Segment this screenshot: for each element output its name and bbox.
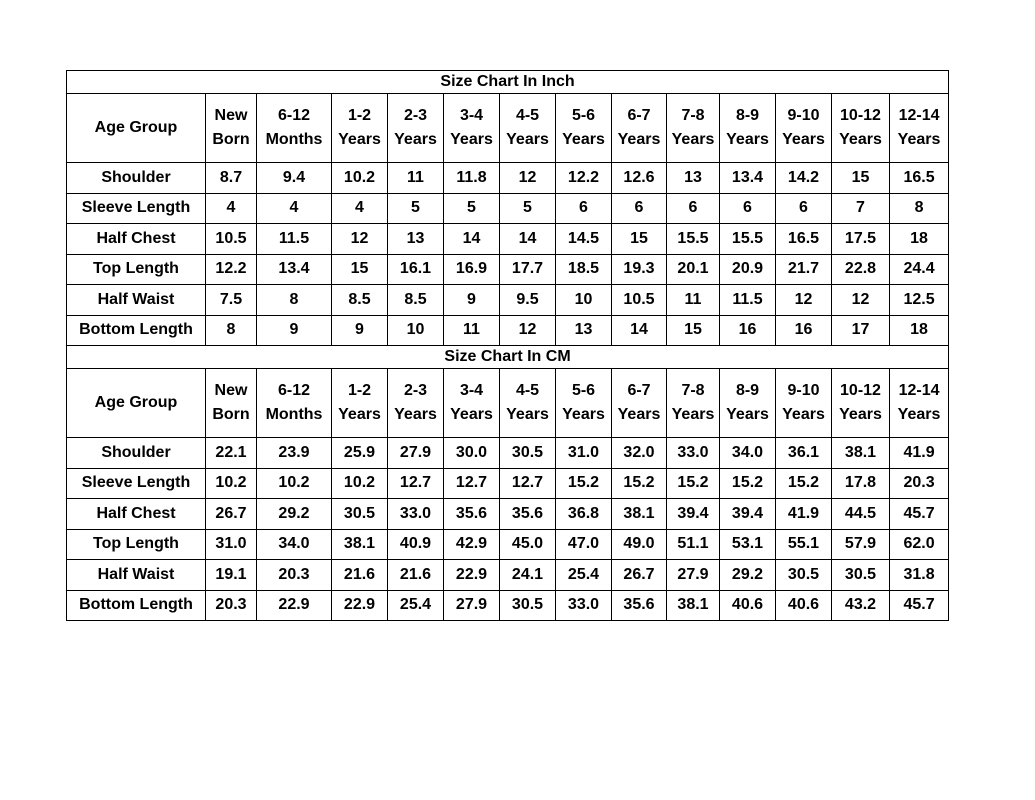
age-column-header <box>332 94 388 163</box>
age-range-label: 6-12 <box>277 107 311 124</box>
measurement-value: 10.2 <box>257 468 332 499</box>
measurement-value: 15 <box>832 163 890 194</box>
measurement-value: 45.0 <box>500 529 556 560</box>
measurement-value: 27.9 <box>444 590 500 621</box>
measurement-value: 25.4 <box>556 560 612 591</box>
measurement-value: 51.1 <box>667 529 720 560</box>
age-unit-label: Born <box>212 131 250 148</box>
measurement-value: 12 <box>776 285 832 316</box>
measurement-label: Shoulder <box>67 163 206 194</box>
measurement-value: 17.8 <box>832 468 890 499</box>
measurement-value: 20.3 <box>206 590 257 621</box>
measurement-value: 21.6 <box>332 560 388 591</box>
measurement-value: 24.1 <box>500 560 556 591</box>
age-column-header <box>832 94 890 163</box>
measurement-value: 18 <box>890 315 949 346</box>
age-column-header <box>444 94 500 163</box>
measurement-value: 8.5 <box>388 285 444 316</box>
age-unit-label: Years <box>338 131 381 148</box>
measurement-value: 36.8 <box>556 499 612 530</box>
measurement-value: 17.7 <box>500 254 556 285</box>
measurement-value: 15 <box>332 254 388 285</box>
table-row <box>67 590 949 621</box>
table-row <box>67 285 949 316</box>
age-unit-label: Years <box>506 406 549 423</box>
measurement-value: 15.2 <box>667 468 720 499</box>
measurement-value: 26.7 <box>612 560 667 591</box>
age-range-label: 2-3 <box>403 107 428 124</box>
measurement-value: 16 <box>720 315 776 346</box>
measurement-value: 10 <box>388 315 444 346</box>
measurement-value: 22.1 <box>206 438 257 469</box>
measurement-value: 22.9 <box>332 590 388 621</box>
measurement-value: 12.7 <box>388 468 444 499</box>
measurement-label: Top Length <box>67 254 206 285</box>
measurement-value: 34.0 <box>257 529 332 560</box>
measurement-value: 14.2 <box>776 163 832 194</box>
age-range-label: 10-12 <box>840 107 881 124</box>
measurement-value: 35.6 <box>500 499 556 530</box>
measurement-value: 15.2 <box>612 468 667 499</box>
measurement-value: 12.5 <box>890 285 949 316</box>
measurement-value: 5 <box>500 193 556 224</box>
age-group-header: Age Group <box>67 94 206 163</box>
measurement-value: 47.0 <box>556 529 612 560</box>
measurement-value: 32.0 <box>612 438 667 469</box>
measurement-value: 11 <box>388 163 444 194</box>
measurement-value: 42.9 <box>444 529 500 560</box>
measurement-value: 22.8 <box>832 254 890 285</box>
measurement-label: Half Waist <box>67 560 206 591</box>
measurement-value: 4 <box>206 193 257 224</box>
age-unit-label: Years <box>839 406 882 423</box>
size-chart-body <box>67 71 949 621</box>
age-column-header <box>890 369 949 438</box>
measurement-label: Bottom Length <box>67 315 206 346</box>
size-chart-sheet <box>66 70 948 621</box>
measurement-value: 20.1 <box>667 254 720 285</box>
age-range-label: 6-7 <box>627 382 651 399</box>
measurement-value: 12 <box>832 285 890 316</box>
measurement-value: 12 <box>332 224 388 255</box>
measurement-value: 17 <box>832 315 890 346</box>
measurement-value: 10.2 <box>332 468 388 499</box>
measurement-value: 12.7 <box>444 468 500 499</box>
measurement-value: 9 <box>257 315 332 346</box>
measurement-value: 53.1 <box>720 529 776 560</box>
cm-chart-title: Size Chart In CM <box>67 346 949 369</box>
measurement-value: 4 <box>257 193 332 224</box>
age-range-label: New <box>214 107 248 124</box>
measurement-label: Bottom Length <box>67 590 206 621</box>
measurement-value: 20.9 <box>720 254 776 285</box>
measurement-value: 40.6 <box>720 590 776 621</box>
measurement-value: 26.7 <box>206 499 257 530</box>
measurement-value: 34.0 <box>720 438 776 469</box>
age-range-label: 9-10 <box>787 107 820 124</box>
age-unit-label: Years <box>897 406 941 423</box>
measurement-value: 41.9 <box>890 438 949 469</box>
age-unit-label: Years <box>782 406 825 423</box>
measurement-value: 12.7 <box>500 468 556 499</box>
measurement-value: 11 <box>667 285 720 316</box>
age-range-label: 8-9 <box>735 107 760 124</box>
measurement-value: 27.9 <box>388 438 444 469</box>
age-range-label: 3-4 <box>459 107 484 124</box>
age-column-header <box>720 94 776 163</box>
table-row <box>67 499 949 530</box>
measurement-value: 7 <box>832 193 890 224</box>
measurement-value: 45.7 <box>890 590 949 621</box>
measurement-value: 18 <box>890 224 949 255</box>
measurement-value: 14 <box>612 315 667 346</box>
measurement-value: 31.8 <box>890 560 949 591</box>
measurement-value: 12.2 <box>556 163 612 194</box>
measurement-value: 29.2 <box>257 499 332 530</box>
measurement-value: 35.6 <box>612 590 667 621</box>
measurement-value: 30.5 <box>500 590 556 621</box>
age-column-header <box>556 369 612 438</box>
age-unit-label: Years <box>562 406 605 423</box>
measurement-label: Sleeve Length <box>67 193 206 224</box>
table-row <box>67 163 949 194</box>
measurement-value: 21.7 <box>776 254 832 285</box>
measurement-value: 13.4 <box>720 163 776 194</box>
measurement-value: 30.5 <box>332 499 388 530</box>
measurement-value: 13.4 <box>257 254 332 285</box>
measurement-value: 13 <box>556 315 612 346</box>
measurement-value: 10 <box>556 285 612 316</box>
measurement-value: 20.3 <box>890 468 949 499</box>
age-range-label: 10-12 <box>840 382 881 399</box>
cm-header-row <box>67 369 949 438</box>
measurement-value: 36.1 <box>776 438 832 469</box>
measurement-value: 15 <box>667 315 720 346</box>
age-column-header <box>388 94 444 163</box>
age-column-header <box>500 94 556 163</box>
age-unit-label: Years <box>671 406 715 423</box>
measurement-value: 19.1 <box>206 560 257 591</box>
measurement-value: 33.0 <box>388 499 444 530</box>
measurement-value: 22.9 <box>444 560 500 591</box>
table-row <box>67 193 949 224</box>
age-range-label: 4-5 <box>515 107 540 124</box>
measurement-value: 11.5 <box>257 224 332 255</box>
measurement-value: 12 <box>500 315 556 346</box>
measurement-value: 11.8 <box>444 163 500 194</box>
age-range-label: 1-2 <box>347 382 372 399</box>
age-column-header <box>206 94 257 163</box>
age-range-label: 3-4 <box>459 382 484 399</box>
measurement-value: 30.5 <box>776 560 832 591</box>
age-column-header <box>667 94 720 163</box>
measurement-value: 57.9 <box>832 529 890 560</box>
age-range-label: 12-14 <box>898 107 940 124</box>
age-unit-label: Years <box>338 406 381 423</box>
age-unit-label: Born <box>212 406 250 423</box>
measurement-value: 16.9 <box>444 254 500 285</box>
size-chart-table <box>66 70 949 621</box>
measurement-value: 11 <box>444 315 500 346</box>
age-column-header <box>257 94 332 163</box>
age-column-header <box>388 369 444 438</box>
age-unit-label: Years <box>617 131 661 148</box>
measurement-value: 15.2 <box>720 468 776 499</box>
age-unit-label: Years <box>782 131 825 148</box>
measurement-value: 40.9 <box>388 529 444 560</box>
measurement-value: 45.7 <box>890 499 949 530</box>
cm-title-row <box>67 346 949 369</box>
measurement-value: 8 <box>890 193 949 224</box>
measurement-value: 16.5 <box>890 163 949 194</box>
measurement-value: 25.4 <box>388 590 444 621</box>
measurement-value: 39.4 <box>667 499 720 530</box>
measurement-value: 8 <box>206 315 257 346</box>
age-range-label: 8-9 <box>735 382 760 399</box>
measurement-label: Top Length <box>67 529 206 560</box>
measurement-value: 9 <box>444 285 500 316</box>
age-unit-label: Years <box>726 131 769 148</box>
measurement-value: 43.2 <box>832 590 890 621</box>
measurement-value: 12.6 <box>612 163 667 194</box>
measurement-value: 15 <box>612 224 667 255</box>
age-range-label: 9-10 <box>787 382 820 399</box>
age-column-header <box>667 369 720 438</box>
measurement-value: 24.4 <box>890 254 949 285</box>
measurement-value: 41.9 <box>776 499 832 530</box>
measurement-label: Sleeve Length <box>67 468 206 499</box>
age-unit-label: Months <box>265 406 323 423</box>
measurement-value: 49.0 <box>612 529 667 560</box>
measurement-value: 18.5 <box>556 254 612 285</box>
measurement-value: 5 <box>388 193 444 224</box>
table-row <box>67 254 949 285</box>
measurement-value: 31.0 <box>206 529 257 560</box>
age-unit-label: Years <box>839 131 882 148</box>
measurement-value: 7.5 <box>206 285 257 316</box>
table-row <box>67 529 949 560</box>
measurement-value: 21.6 <box>388 560 444 591</box>
age-column-header <box>332 369 388 438</box>
measurement-value: 12 <box>500 163 556 194</box>
age-column-header <box>257 369 332 438</box>
age-range-label: 6-12 <box>277 382 311 399</box>
age-range-label: 12-14 <box>898 382 940 399</box>
age-unit-label: Years <box>450 131 493 148</box>
age-unit-label: Years <box>450 406 493 423</box>
age-column-header <box>720 369 776 438</box>
measurement-value: 6 <box>612 193 667 224</box>
measurement-value: 14.5 <box>556 224 612 255</box>
age-unit-label: Years <box>394 406 437 423</box>
measurement-value: 39.4 <box>720 499 776 530</box>
age-unit-label: Years <box>671 131 715 148</box>
age-group-header: Age Group <box>67 369 206 438</box>
table-row <box>67 315 949 346</box>
measurement-value: 6 <box>776 193 832 224</box>
age-range-label: 7-8 <box>681 107 705 124</box>
table-row <box>67 224 949 255</box>
age-unit-label: Months <box>265 131 323 148</box>
age-range-label: 5-6 <box>571 107 596 124</box>
measurement-value: 44.5 <box>832 499 890 530</box>
measurement-value: 11.5 <box>720 285 776 316</box>
table-row <box>67 468 949 499</box>
age-column-header <box>206 369 257 438</box>
measurement-label: Shoulder <box>67 438 206 469</box>
measurement-value: 38.1 <box>667 590 720 621</box>
age-column-header <box>612 369 667 438</box>
measurement-value: 15.2 <box>556 468 612 499</box>
measurement-value: 38.1 <box>332 529 388 560</box>
measurement-value: 16.5 <box>776 224 832 255</box>
measurement-value: 5 <box>444 193 500 224</box>
age-range-label: 6-7 <box>627 107 651 124</box>
measurement-value: 8.5 <box>332 285 388 316</box>
age-range-label: 1-2 <box>347 107 372 124</box>
measurement-value: 29.2 <box>720 560 776 591</box>
age-range-label: 7-8 <box>681 382 705 399</box>
inch-title-row <box>67 71 949 94</box>
age-range-label: New <box>214 382 248 399</box>
measurement-value: 14 <box>444 224 500 255</box>
measurement-value: 10.5 <box>612 285 667 316</box>
age-column-header <box>776 94 832 163</box>
measurement-value: 33.0 <box>667 438 720 469</box>
age-unit-label: Years <box>506 131 549 148</box>
age-unit-label: Years <box>617 406 661 423</box>
measurement-value: 12.2 <box>206 254 257 285</box>
age-column-header <box>500 369 556 438</box>
measurement-value: 27.9 <box>667 560 720 591</box>
measurement-value: 55.1 <box>776 529 832 560</box>
age-range-label: 4-5 <box>515 382 540 399</box>
measurement-value: 10.2 <box>332 163 388 194</box>
measurement-value: 31.0 <box>556 438 612 469</box>
age-unit-label: Years <box>394 131 437 148</box>
age-unit-label: Years <box>897 131 941 148</box>
measurement-value: 6 <box>556 193 612 224</box>
measurement-value: 23.9 <box>257 438 332 469</box>
measurement-value: 62.0 <box>890 529 949 560</box>
age-column-header <box>556 94 612 163</box>
measurement-value: 13 <box>667 163 720 194</box>
measurement-value: 9 <box>332 315 388 346</box>
table-row <box>67 560 949 591</box>
measurement-value: 38.1 <box>612 499 667 530</box>
inch-header-row <box>67 94 949 163</box>
measurement-value: 8.7 <box>206 163 257 194</box>
measurement-label: Half Chest <box>67 499 206 530</box>
table-row <box>67 438 949 469</box>
age-column-header <box>776 369 832 438</box>
age-range-label: 2-3 <box>403 382 428 399</box>
measurement-value: 16.1 <box>388 254 444 285</box>
measurement-value: 15.5 <box>667 224 720 255</box>
measurement-value: 15.5 <box>720 224 776 255</box>
age-column-header <box>890 94 949 163</box>
age-unit-label: Years <box>562 131 605 148</box>
measurement-value: 20.3 <box>257 560 332 591</box>
measurement-value: 35.6 <box>444 499 500 530</box>
measurement-value: 8 <box>257 285 332 316</box>
measurement-value: 25.9 <box>332 438 388 469</box>
measurement-value: 10.5 <box>206 224 257 255</box>
measurement-value: 17.5 <box>832 224 890 255</box>
measurement-value: 6 <box>720 193 776 224</box>
measurement-value: 19.3 <box>612 254 667 285</box>
measurement-value: 15.2 <box>776 468 832 499</box>
measurement-value: 30.5 <box>832 560 890 591</box>
measurement-value: 13 <box>388 224 444 255</box>
age-column-header <box>832 369 890 438</box>
measurement-value: 38.1 <box>832 438 890 469</box>
measurement-label: Half Waist <box>67 285 206 316</box>
age-column-header <box>444 369 500 438</box>
age-column-header <box>612 94 667 163</box>
measurement-label: Half Chest <box>67 224 206 255</box>
measurement-value: 6 <box>667 193 720 224</box>
measurement-value: 30.0 <box>444 438 500 469</box>
measurement-value: 33.0 <box>556 590 612 621</box>
measurement-value: 4 <box>332 193 388 224</box>
measurement-value: 22.9 <box>257 590 332 621</box>
measurement-value: 16 <box>776 315 832 346</box>
age-unit-label: Years <box>726 406 769 423</box>
measurement-value: 30.5 <box>500 438 556 469</box>
measurement-value: 9.5 <box>500 285 556 316</box>
measurement-value: 14 <box>500 224 556 255</box>
age-range-label: 5-6 <box>571 382 596 399</box>
measurement-value: 9.4 <box>257 163 332 194</box>
measurement-value: 40.6 <box>776 590 832 621</box>
measurement-value: 10.2 <box>206 468 257 499</box>
inch-chart-title: Size Chart In Inch <box>67 71 949 94</box>
